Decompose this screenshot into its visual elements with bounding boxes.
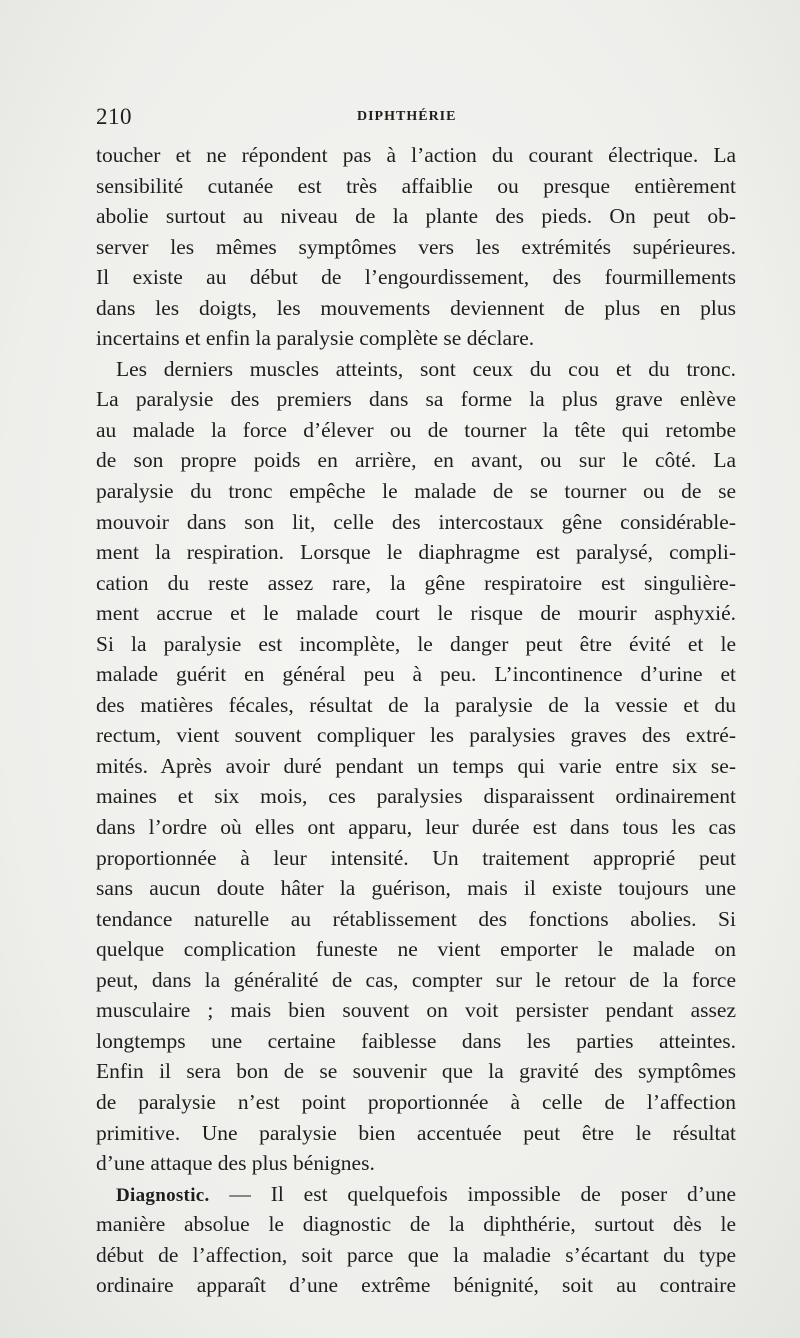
text-line: sans aucun doute hâter la guérison, mais il existe toujours une [96,876,736,901]
text-line: proportionnée à leur intensité. Un traitement approprié peut [96,845,736,870]
text-line: sensibilité cutanée est très affaiblie ou presque entièrement [96,173,736,198]
text-line: La paralysie des premiers dans sa forme la plus grave enlève [96,387,736,412]
text-line: peut, dans la généralité de cas, compter sur le retour de la force [96,967,736,992]
text-line: cation du reste assez rare, la gêne respiratoire est singulière- [96,570,736,595]
text-line: Il existe au début de l’engourdissement, des fourmillements [96,265,736,290]
text-line: malade guérit en général peu à peu. L’incontinence d’urine et [96,662,736,687]
text-line: rectum, vient souvent compliquer les paralysies graves des extré- [96,723,736,748]
text-line: manière absolue le diagnostic de la diphthérie, surtout dès le [96,1212,736,1237]
diagnostic-first-line-text: — Il est quelquefois impossible de poser d’une [209,1181,736,1206]
text-line: début de l’affection, soit parce que la maladie s’écartant du type [96,1242,736,1267]
page-header [96,104,736,134]
section-heading: Diagnostic. [116,1184,210,1206]
text-line: tendance naturelle au rétablissement des fonctions abolies. Si [96,906,736,931]
text-line: mouvoir dans son lit, celle des intercostaux gêne considérable- [96,509,736,534]
text-line: maines et six mois, ces paralysies disparaissent ordinairement [96,784,736,809]
text-line: mités. Après avoir duré pendant un temps qui varie entre six se- [96,753,736,778]
text-line: Si la paralysie est incomplète, le danger peut être évité et le [96,631,736,656]
page-number: 210 [96,104,132,129]
text-line: au malade la force d’élever ou de tourner la tête qui retombe [96,417,736,442]
text-line: des matières fécales, résultat de la paralysie de la vessie et du [96,692,736,717]
text-line: ment accrue et le malade court le risque de mourir asphyxié. [96,601,736,626]
text-line: de paralysie n’est point proportionnée à celle de l’affection [96,1089,736,1114]
text-line: longtemps une certaine faiblesse dans les parties atteintes. [96,1028,736,1053]
text-line: primitive. Une paralysie bien accentuée peut être le résultat [96,1120,736,1145]
body-text [96,140,736,1301]
text-line: server les mêmes symptômes vers les extrémités supérieures. [96,234,736,259]
text-line: incertains et enfin la paralysie complète se déclare. [96,326,535,351]
text-line: ment la respiration. Lorsque le diaphragme est paralysé, compli- [96,540,736,565]
text-line: abolie surtout au niveau de la plante des pieds. On peut ob- [96,204,736,229]
text-line: paralysie du tronc empêche le malade de se tourner ou de se [96,479,736,504]
text-line: ordinaire apparaît d’une extrême bénignité, soit au contraire [96,1273,736,1298]
text-line: dans l’ordre où elles ont apparu, leur durée est dans tous les cas [96,815,736,840]
diagnostic-line [96,1179,736,1210]
text-line: musculaire ; mais bien souvent on voit persister pendant assez [96,998,736,1023]
text-line: dans les doigts, les mouvements deviennent de plus en plus [96,295,736,320]
running-title: DIPHTHÉRIE [357,109,457,124]
text-line: de son propre poids en arrière, en avant, ou sur le côté. La [96,448,736,473]
text-line: toucher et ne répondent pas à l’action du courant électrique. La [96,143,736,167]
text-line: Les derniers muscles atteints, sont ceux du cou et du tronc. [116,356,736,381]
text-line: d’une attaque des plus bénignes. [96,1151,375,1176]
text-line: quelque complication funeste ne vient emporter le malade on [96,937,736,962]
text-line: Enfin il sera bon de se souvenir que la gravité des symptômes [96,1059,736,1084]
